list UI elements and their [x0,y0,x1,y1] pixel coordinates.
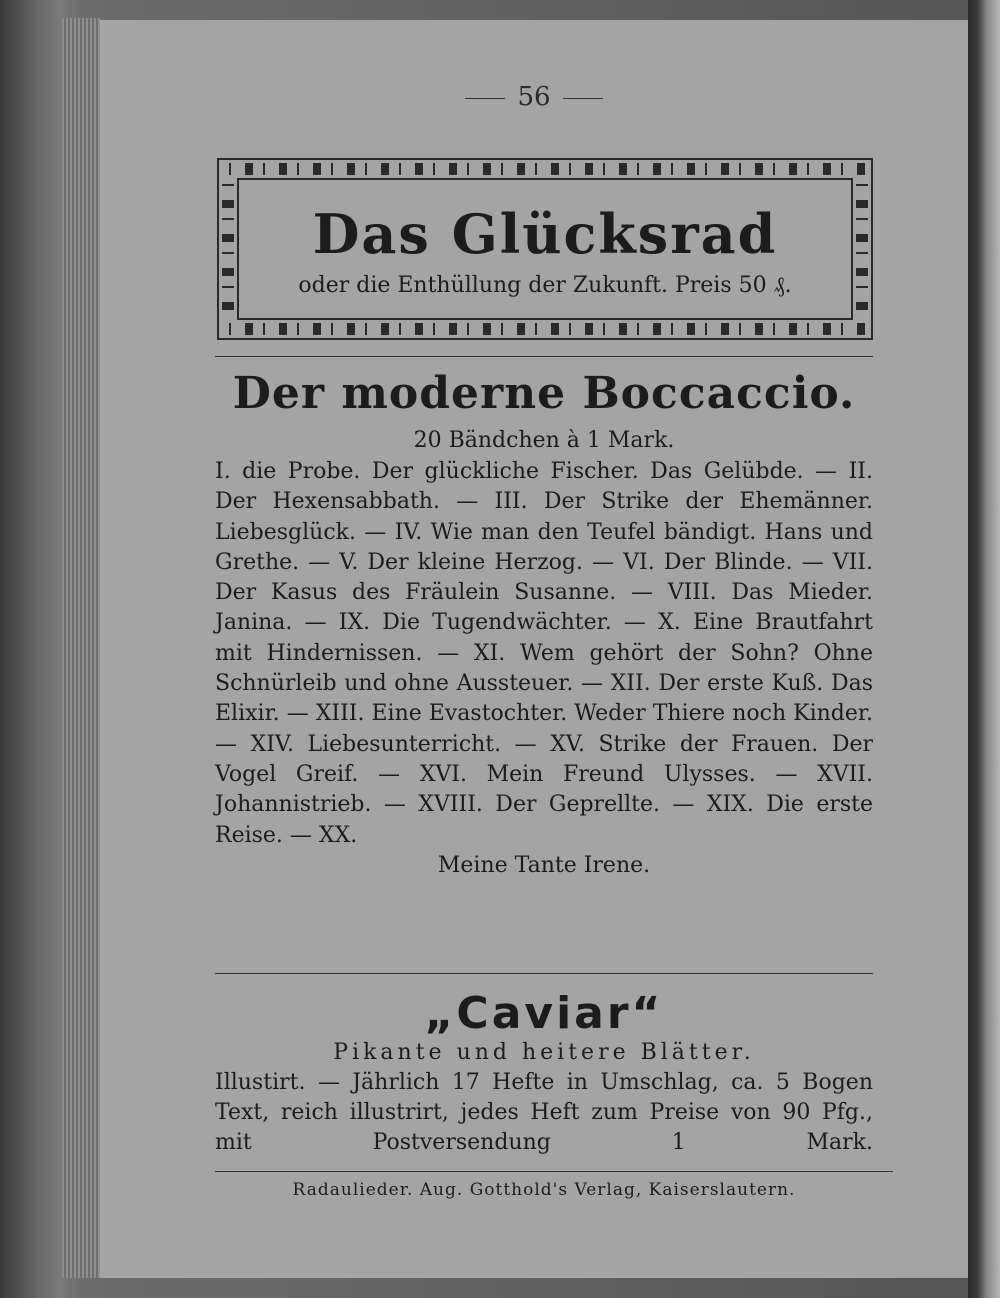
boccaccio-contents-text: I. die Probe. Der glückliche Fischer. Das Gelübde. — II. Der Hexensabbath. — III. Der Strike der Ehemänner. Liebesglück. — IV. Wie man den Teufel bändigt. Hans und Grethe. — V. Der kleine Herzog. — VI. Der Blinde. — VII. Der Kasus des Fräulein Susanne. — VIII. Das Mieder. Janina. — IX. Die Tugendwächter. — X. Eine Brautfahrt mit Hindernissen. — XI. Wem gehört der Sohn? Ohne Schnürleib und ohne Aussteuer. — XII. Der erste Kuß. Das Elixir. — XIII. Eine Evastochter. Weder Thiere noch Kinder. — XIV. Liebesunterricht. — XV. Strike der Frauen. Der Vogel Greif. — XVI. Mein Freund Ulysses. — XVII. Johannistrieb. — XVIII. Der Geprellte. — XIX. Die erste Reise. — XX. [215,459,873,848]
boccaccio-subtitle: 20 Bändchen à 1 Mark. [413,428,675,453]
folio-dash-right [563,98,603,99]
meander-border-top [223,163,867,175]
caviar-title: „Caviar“ [424,988,664,1039]
divider-1 [215,356,873,357]
page-number-text: 56 [517,82,551,112]
divider-2 [215,973,873,974]
boccaccio-contents-last: Meine Tante Irene. [437,852,651,878]
publisher-imprint: Radaulieder. Aug. Gotthold's Verlag, Kaiserslautern. [292,1180,796,1200]
boccaccio-title: Der moderne Boccaccio. [232,368,856,419]
glucksrad-title: Das Glücksrad [312,202,778,266]
meander-border-bottom [223,323,867,335]
divider-3 [215,1171,893,1172]
caviar-subtitle: Pikante und heitere Blätter. [333,1040,755,1065]
boccaccio-contents [215,457,873,881]
page-number [100,82,968,112]
book-gutter [968,0,1000,1298]
folio-dash-left [465,98,505,99]
glucksrad-ornament-frame [217,158,873,340]
glucksrad-subtitle: oder die Enthüllung der Zukunft. Preis 50 ₰. [298,273,792,298]
caviar-description: Illustirt. — Jährlich 17 Hefte in Umschlag, ca. 5 Bogen Text, reich illustrirt, jedes Heft zum Preise von 90 Pfg., mit Postversendung 1 Mark. [215,1070,873,1155]
